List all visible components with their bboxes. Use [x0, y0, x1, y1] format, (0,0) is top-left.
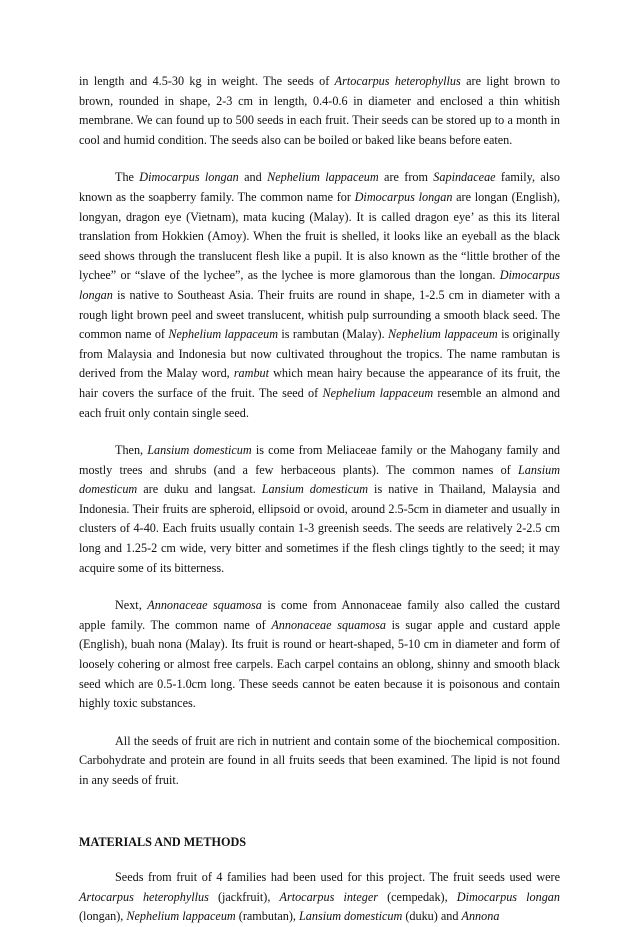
- italic-term: Annonaceae squamosa: [147, 598, 262, 613]
- text-run: family, also known as the soapberry family. The common name for: [79, 170, 560, 204]
- text-run: is native to Southeast Asia. Their fruits are round in shape, 1-2.5 cm in diameter with a rough light brown peel and sweet translucent, whitish pulp surrounding a smooth black seed. The common name of: [79, 287, 560, 342]
- body-text: [79, 72, 560, 791]
- italic-term: Nephelium lappaceum: [168, 327, 279, 342]
- text-run: and: [238, 170, 268, 185]
- text-run: which mean hairy because the appearance of its fruit, the hair covers the surface of the fruit. The seed of: [79, 366, 560, 400]
- text-run: is originally from Malaysia and Indonesia but now cultivated throughout the tropics. The name rambutan is derived from the Malay word,: [79, 327, 560, 381]
- text-run: (jackfruit),: [208, 889, 280, 904]
- text-run: (rambutan),: [235, 909, 300, 924]
- text-run: is come from Annonaceae family also called the custard apple family. The common name of: [79, 598, 560, 632]
- italic-term: Lansium domesticum: [147, 443, 252, 458]
- italic-term: Nephelium lappaceum: [267, 170, 379, 185]
- italic-term: Lansium domesticum: [261, 482, 369, 497]
- text-run: are duku and langsat.: [137, 482, 262, 497]
- italic-term: Dimocarpus longan: [139, 170, 239, 185]
- text-run: is native in Thailand, Malaysia and Indonesia. Their fruits are spheroid, ellipsoid or ovoid, around 2.5-5cm in diameter and usually in clusters of 4-40. Each fruits usually contain 1-3 greenish seeds. The seeds are relatively 2-2.5 cm long and 1.25-2 cm wide, very bitter and sometimes if the flesh clings tightly to the seed; it may acquire some of its bitterness.: [79, 482, 560, 575]
- paragraph-nutrients: [79, 732, 560, 791]
- section-heading-materials-methods: MATERIALS AND METHODS: [79, 834, 247, 849]
- text-run: (duku) and: [402, 909, 462, 924]
- text-run: is sugar apple and custard apple (English), buah nona (Malay). Its fruit is round or heart-shaped, 5-10 cm in diameter and form of loosely cohering or almost free carpels. Each carpel contains an oblong, shinny and smooth black seed which are 0.5-1.0cm long. These seeds cannot be eaten because it is poisonous and contain highly toxic substances.: [79, 617, 560, 711]
- italic-term: Annona: [461, 909, 500, 924]
- italic-term: Lansium domesticum: [79, 462, 560, 497]
- text-run: are longan (English), longyan, dragon eye (Vietnam), mata kucing (Malay). It is called dragon eye’ as this its literal translation from Hokkien (Amoy). When the fruit is shelled, it looks like an eyeball as the black seed shows through the translucent flesh like a pupil. It is also known as the “little brother of the lychee” or “slave of the lychee”, as the lychee is more glamorous than the longan.: [79, 189, 561, 283]
- text-run: (cempedak),: [377, 889, 457, 904]
- italic-term: Nephelium lappaceum: [388, 327, 498, 342]
- italic-term: Lansium domesticum: [299, 909, 403, 924]
- text-run: resemble an almond and each fruit only contain single seed.: [79, 385, 561, 420]
- text-run: Seeds from fruit of 4 families had been used for this project. The fruit seeds used were: [115, 870, 560, 885]
- paragraph-annonaceae: [79, 596, 560, 714]
- text-run: Next,: [115, 598, 148, 613]
- italic-term: Artocarpus heterophyllus: [79, 889, 209, 904]
- italic-term: Nephelium lappaceum: [322, 385, 434, 400]
- text-run: are from: [378, 170, 434, 185]
- italic-term: Artocarpus heterophyllus: [334, 74, 461, 88]
- text-run: The: [115, 170, 140, 185]
- text-run: Then,: [115, 443, 148, 458]
- italic-term: Sapindaceae: [433, 170, 496, 185]
- italic-term: rambut: [233, 366, 270, 381]
- paragraph-jackfruit-seeds: [79, 72, 560, 150]
- italic-term: Dimocarpus longan: [79, 268, 560, 302]
- paragraph-materials: [79, 868, 560, 927]
- paragraph-meliaceae: [79, 441, 560, 578]
- italic-term: Nephelium lappaceum: [126, 909, 236, 924]
- italic-term: Artocarpus integer: [279, 889, 378, 904]
- text-run: are light brown to brown, rounded in shape, 2-3 cm in length, 0.4-0.6 in diameter and enclosed a thin whitish membrane. We can found up to 500 seeds in each fruit. Their seeds can be stored up to a month in cool and humid condition. The seeds also can be boiled or baked like beans before eaten.: [79, 74, 561, 147]
- text-run: All the seeds of fruit are rich in nutrient and contain some of the biochemical composition. Carbohydrate and protein are found in all fruits seeds that been examined. The lipid is not found in any seeds of fruit.: [79, 733, 560, 787]
- italic-term: Dimocarpus longan: [354, 189, 453, 204]
- italic-term: Dimocarpus longan: [456, 889, 560, 904]
- text-run: is rambutan (Malay).: [278, 327, 389, 342]
- text-run: is come from Meliaceae family or the Mahogany family and mostly trees and shrubs (and a few herbaceous plants). The common names of: [79, 443, 561, 477]
- text-run: in length and 4.5-30 kg in weight. The seeds of: [79, 74, 335, 88]
- paragraph-sapindaceae: [79, 168, 560, 423]
- italic-term: Annonaceae squamosa: [271, 617, 386, 632]
- text-run: (longan),: [79, 909, 127, 924]
